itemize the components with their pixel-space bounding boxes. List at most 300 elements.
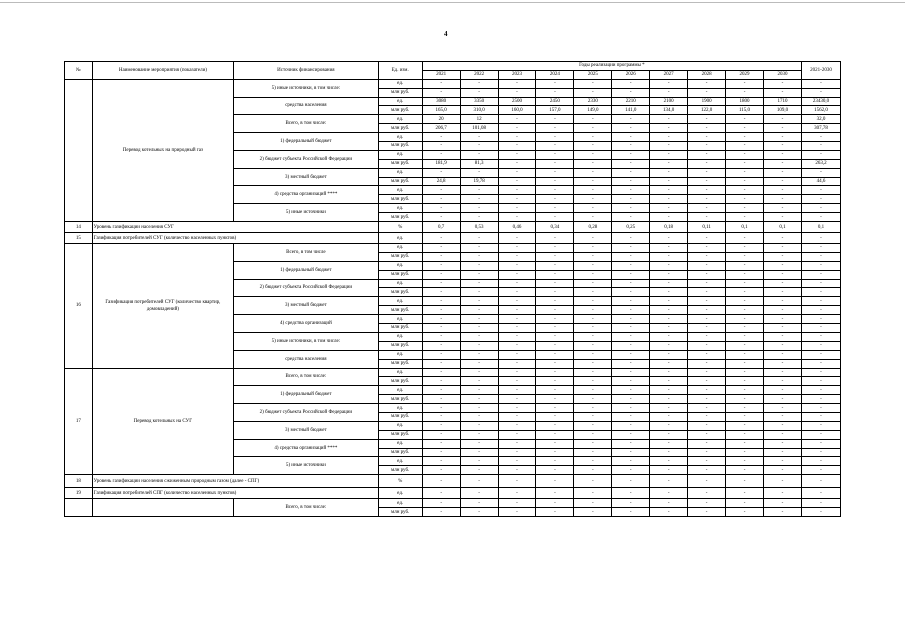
value-cell: 0,34 — [536, 222, 574, 233]
value-cell: - — [650, 324, 688, 333]
value-cell: - — [460, 359, 498, 368]
value-cell: - — [802, 133, 841, 142]
value-cell: 1800 — [726, 97, 764, 106]
value-cell: - — [460, 439, 498, 448]
value-cell: - — [574, 168, 612, 177]
value-cell: - — [536, 261, 574, 270]
value-cell: - — [612, 457, 650, 466]
value-cell: 165,0 — [422, 106, 460, 115]
value-cell: - — [726, 475, 764, 488]
value-cell: - — [726, 168, 764, 177]
value-cell: - — [802, 350, 841, 359]
value-cell: - — [574, 332, 612, 341]
value-cell: - — [726, 261, 764, 270]
value-cell: - — [688, 430, 726, 439]
value-cell: - — [802, 386, 841, 395]
value-cell: - — [574, 244, 612, 253]
value-cell: 109,0 — [763, 106, 801, 115]
value-cell: - — [688, 488, 726, 499]
value-cell: - — [763, 204, 801, 213]
value-cell: - — [802, 368, 841, 377]
table-row — [65, 222, 841, 233]
funding-source: 5) иные источники — [234, 457, 379, 475]
unit-cell: ед. — [378, 279, 422, 288]
value-cell: - — [498, 466, 536, 475]
value-cell: - — [460, 79, 498, 88]
unit-cell: ед. — [378, 133, 422, 142]
value-cell: - — [498, 421, 536, 430]
value-cell: - — [574, 195, 612, 204]
value-cell: - — [612, 195, 650, 204]
value-cell: - — [422, 297, 460, 306]
row-number: 15 — [65, 233, 93, 244]
value-cell: 0,1 — [726, 222, 764, 233]
value-cell: - — [422, 421, 460, 430]
value-cell: - — [460, 88, 498, 97]
value-cell: - — [460, 204, 498, 213]
unit-cell: млн руб. — [378, 142, 422, 151]
value-cell: - — [726, 150, 764, 159]
value-cell: - — [726, 306, 764, 315]
value-cell: - — [612, 475, 650, 488]
value-cell: - — [726, 315, 764, 324]
value-cell: - — [650, 213, 688, 222]
value-cell: - — [612, 279, 650, 288]
value-cell: - — [612, 386, 650, 395]
value-cell: 0,11 — [688, 222, 726, 233]
value-cell: - — [726, 341, 764, 350]
value-cell: - — [612, 404, 650, 413]
value-cell: - — [650, 332, 688, 341]
funding-source: Всего, в том числе: — [234, 499, 379, 517]
value-cell: - — [802, 332, 841, 341]
value-cell: - — [688, 359, 726, 368]
value-cell: - — [726, 377, 764, 386]
value-cell: 0,1 — [802, 222, 841, 233]
value-cell: - — [726, 466, 764, 475]
value-cell: - — [574, 386, 612, 395]
value-cell: - — [688, 439, 726, 448]
row-number: 16 — [65, 244, 93, 368]
value-cell: - — [763, 350, 801, 359]
value-cell: - — [802, 457, 841, 466]
value-cell: - — [498, 448, 536, 457]
value-cell: - — [574, 252, 612, 261]
unit-cell: млн руб. — [378, 270, 422, 279]
value-cell: - — [536, 252, 574, 261]
value-cell: - — [536, 213, 574, 222]
header-row-top — [65, 62, 841, 71]
measure-name — [92, 499, 233, 517]
value-cell: - — [498, 368, 536, 377]
value-cell: - — [536, 466, 574, 475]
value-cell: - — [726, 133, 764, 142]
value-cell: - — [763, 488, 801, 499]
value-cell: 0,1 — [763, 222, 801, 233]
value-cell: - — [498, 142, 536, 151]
value-cell: - — [574, 404, 612, 413]
value-cell: - — [650, 142, 688, 151]
value-cell: - — [802, 233, 841, 244]
value-cell: - — [460, 332, 498, 341]
value-cell: - — [422, 244, 460, 253]
value-cell: - — [422, 457, 460, 466]
value-cell: - — [422, 195, 460, 204]
header-year: 2029 — [726, 70, 764, 79]
value-cell: - — [802, 279, 841, 288]
value-cell: - — [574, 88, 612, 97]
value-cell: - — [726, 79, 764, 88]
funding-source: Всего, в том числе — [234, 244, 379, 262]
value-cell: - — [650, 421, 688, 430]
value-cell: - — [574, 279, 612, 288]
value-cell: - — [763, 439, 801, 448]
value-cell: - — [498, 88, 536, 97]
value-cell: - — [498, 270, 536, 279]
value-cell: - — [612, 315, 650, 324]
value-cell: - — [422, 168, 460, 177]
value-cell: - — [460, 466, 498, 475]
funding-source: 1) федеральный бюджет — [234, 261, 379, 279]
value-cell: - — [650, 368, 688, 377]
value-cell: - — [726, 270, 764, 279]
value-cell: - — [612, 439, 650, 448]
table-row — [65, 368, 841, 377]
value-cell: - — [802, 377, 841, 386]
value-cell: - — [763, 288, 801, 297]
value-cell: - — [763, 395, 801, 404]
value-cell: - — [763, 341, 801, 350]
row-number — [65, 499, 93, 517]
unit-cell: млн руб. — [378, 341, 422, 350]
value-cell: 0,28 — [574, 222, 612, 233]
value-cell: - — [536, 332, 574, 341]
value-cell: - — [536, 324, 574, 333]
value-cell: - — [763, 359, 801, 368]
value-cell: - — [422, 395, 460, 404]
value-cell: - — [460, 297, 498, 306]
value-cell: - — [688, 475, 726, 488]
funding-source: 3) местный бюджет — [234, 168, 379, 186]
value-cell: - — [650, 306, 688, 315]
value-cell: - — [422, 142, 460, 151]
unit-cell: млн руб. — [378, 412, 422, 421]
value-cell: - — [460, 270, 498, 279]
value-cell: - — [802, 88, 841, 97]
value-cell: - — [726, 233, 764, 244]
value-cell: - — [726, 350, 764, 359]
value-cell: - — [536, 150, 574, 159]
value-cell: - — [726, 386, 764, 395]
table-row — [65, 475, 841, 488]
value-cell: - — [498, 261, 536, 270]
value-cell: - — [802, 508, 841, 517]
value-cell: - — [422, 439, 460, 448]
value-cell: - — [498, 508, 536, 517]
header-year: 2025 — [574, 70, 612, 79]
value-cell: - — [688, 499, 726, 508]
value-cell: - — [726, 412, 764, 421]
value-cell: - — [688, 150, 726, 159]
value-cell: - — [574, 324, 612, 333]
value-cell: - — [726, 159, 764, 168]
value-cell: - — [460, 244, 498, 253]
value-cell: - — [460, 412, 498, 421]
unit-cell: ед. — [378, 244, 422, 253]
row-number — [65, 79, 93, 221]
value-cell: - — [574, 368, 612, 377]
value-cell: - — [726, 395, 764, 404]
unit-cell: ед. — [378, 233, 422, 244]
value-cell: - — [726, 213, 764, 222]
value-cell: - — [460, 488, 498, 499]
value-cell: - — [612, 368, 650, 377]
unit-cell: млн руб. — [378, 508, 422, 517]
value-cell: - — [802, 270, 841, 279]
value-cell: - — [763, 195, 801, 204]
value-cell: - — [763, 168, 801, 177]
value-cell: - — [763, 177, 801, 186]
value-cell: 32,0 — [802, 115, 841, 124]
value-cell: - — [726, 279, 764, 288]
value-cell: 44,6 — [802, 177, 841, 186]
value-cell: - — [574, 150, 612, 159]
value-cell: - — [498, 332, 536, 341]
value-cell: - — [498, 457, 536, 466]
value-cell: - — [688, 421, 726, 430]
value-cell: - — [536, 359, 574, 368]
value-cell: - — [574, 124, 612, 133]
value-cell: - — [574, 475, 612, 488]
value-cell: - — [422, 448, 460, 457]
header-year: 2030 — [763, 70, 801, 79]
value-cell: - — [763, 124, 801, 133]
value-cell: - — [422, 350, 460, 359]
value-cell: - — [460, 186, 498, 195]
value-cell: 122,0 — [688, 106, 726, 115]
value-cell: - — [498, 244, 536, 253]
unit-cell: млн руб. — [378, 106, 422, 115]
value-cell: - — [650, 88, 688, 97]
table-row — [65, 79, 841, 88]
unit-cell: млн руб. — [378, 324, 422, 333]
value-cell: - — [460, 133, 498, 142]
value-cell: - — [460, 306, 498, 315]
value-cell: - — [536, 279, 574, 288]
value-cell: - — [498, 252, 536, 261]
value-cell: - — [650, 499, 688, 508]
value-cell: - — [460, 395, 498, 404]
header-year: 2021 — [422, 70, 460, 79]
value-cell: - — [536, 159, 574, 168]
value-cell: - — [498, 204, 536, 213]
unit-cell: ед. — [378, 168, 422, 177]
unit-cell: ед. — [378, 186, 422, 195]
header-year: 2028 — [688, 70, 726, 79]
value-cell: - — [498, 79, 536, 88]
value-cell: - — [650, 448, 688, 457]
value-cell: - — [460, 475, 498, 488]
value-cell: - — [422, 233, 460, 244]
value-cell: - — [688, 233, 726, 244]
value-cell: - — [498, 133, 536, 142]
value-cell: - — [612, 466, 650, 475]
value-cell: - — [536, 377, 574, 386]
funding-source: 2) бюджет субъекта Российской Федерации — [234, 404, 379, 422]
value-cell: - — [536, 488, 574, 499]
value-cell: - — [574, 186, 612, 195]
value-cell: - — [536, 133, 574, 142]
value-cell: - — [763, 412, 801, 421]
value-cell: 81,3 — [460, 159, 498, 168]
page-number: 4 — [444, 30, 448, 38]
value-cell: - — [688, 457, 726, 466]
value-cell: - — [536, 499, 574, 508]
value-cell: - — [460, 279, 498, 288]
value-cell: - — [650, 404, 688, 413]
value-cell: - — [802, 395, 841, 404]
value-cell: - — [650, 195, 688, 204]
table-row — [65, 499, 841, 508]
value-cell: - — [498, 213, 536, 222]
value-cell: 307,78 — [802, 124, 841, 133]
value-cell: - — [802, 315, 841, 324]
value-cell: - — [422, 261, 460, 270]
value-cell: - — [422, 475, 460, 488]
value-cell: - — [726, 430, 764, 439]
value-cell: 2100 — [650, 97, 688, 106]
value-cell: - — [726, 359, 764, 368]
value-cell: 141,0 — [612, 106, 650, 115]
value-cell: 24,8 — [422, 177, 460, 186]
value-cell: - — [536, 270, 574, 279]
value-cell: - — [460, 150, 498, 159]
value-cell: - — [763, 448, 801, 457]
value-cell: - — [574, 204, 612, 213]
value-cell: - — [422, 150, 460, 159]
value-cell: - — [422, 252, 460, 261]
value-cell: - — [802, 412, 841, 421]
value-cell: - — [688, 315, 726, 324]
value-cell: - — [498, 377, 536, 386]
value-cell: - — [763, 133, 801, 142]
value-cell: - — [460, 377, 498, 386]
unit-cell: млн руб. — [378, 124, 422, 133]
value-cell: - — [460, 288, 498, 297]
value-cell: - — [498, 288, 536, 297]
value-cell: - — [536, 195, 574, 204]
value-cell: - — [763, 421, 801, 430]
funding-source: Всего, в том числе: — [234, 115, 379, 133]
header-year: 2026 — [612, 70, 650, 79]
value-cell: - — [650, 395, 688, 404]
unit-cell: ед. — [378, 315, 422, 324]
value-cell: - — [802, 150, 841, 159]
value-cell: - — [498, 488, 536, 499]
value-cell: - — [763, 233, 801, 244]
value-cell: - — [422, 377, 460, 386]
value-cell: - — [763, 186, 801, 195]
value-cell: - — [650, 297, 688, 306]
value-cell: - — [574, 261, 612, 270]
value-cell: - — [536, 350, 574, 359]
value-cell: - — [422, 499, 460, 508]
value-cell: - — [536, 368, 574, 377]
unit-cell: ед. — [378, 421, 422, 430]
unit-cell: млн руб. — [378, 395, 422, 404]
value-cell: - — [802, 439, 841, 448]
page-top-rule — [0, 2, 905, 3]
value-cell: - — [650, 261, 688, 270]
value-cell: - — [612, 270, 650, 279]
value-cell: 2500 — [498, 97, 536, 106]
unit-cell: % — [378, 475, 422, 488]
unit-cell: ед. — [378, 499, 422, 508]
value-cell: - — [688, 341, 726, 350]
value-cell: - — [574, 79, 612, 88]
value-cell: - — [726, 288, 764, 297]
value-cell: - — [536, 315, 574, 324]
value-cell: - — [460, 233, 498, 244]
value-cell: - — [498, 412, 536, 421]
value-cell: - — [763, 332, 801, 341]
value-cell: - — [574, 395, 612, 404]
value-cell: - — [612, 261, 650, 270]
value-cell: - — [460, 142, 498, 151]
value-cell: - — [498, 439, 536, 448]
value-cell: - — [726, 404, 764, 413]
value-cell: - — [650, 124, 688, 133]
value-cell: - — [802, 244, 841, 253]
value-cell: - — [574, 488, 612, 499]
funding-source: 2) бюджет субъекта Российской Федерации — [234, 279, 379, 297]
value-cell: - — [763, 430, 801, 439]
unit-cell: млн руб. — [378, 159, 422, 168]
value-cell: - — [574, 430, 612, 439]
funding-source: 1) федеральный бюджет — [234, 386, 379, 404]
value-cell: 157,0 — [536, 106, 574, 115]
value-cell: - — [802, 359, 841, 368]
value-cell: - — [612, 177, 650, 186]
value-cell: - — [726, 488, 764, 499]
value-cell: - — [612, 288, 650, 297]
header-year: 2023 — [498, 70, 536, 79]
unit-cell: ед. — [378, 332, 422, 341]
value-cell: - — [612, 421, 650, 430]
value-cell: - — [802, 466, 841, 475]
value-cell: - — [422, 315, 460, 324]
value-cell: - — [612, 168, 650, 177]
value-cell: - — [726, 439, 764, 448]
header-num: № — [65, 62, 93, 80]
value-cell: - — [612, 488, 650, 499]
value-cell: - — [422, 430, 460, 439]
value-cell: - — [612, 252, 650, 261]
value-cell: - — [536, 475, 574, 488]
value-cell: - — [688, 186, 726, 195]
value-cell: - — [574, 288, 612, 297]
value-cell: - — [763, 88, 801, 97]
value-cell: - — [536, 306, 574, 315]
value-cell: - — [536, 288, 574, 297]
value-cell: 1562,0 — [802, 106, 841, 115]
value-cell: - — [650, 466, 688, 475]
value-cell: - — [574, 421, 612, 430]
value-cell: - — [460, 261, 498, 270]
value-cell: - — [536, 421, 574, 430]
value-cell: 149,0 — [574, 106, 612, 115]
value-cell: - — [650, 412, 688, 421]
